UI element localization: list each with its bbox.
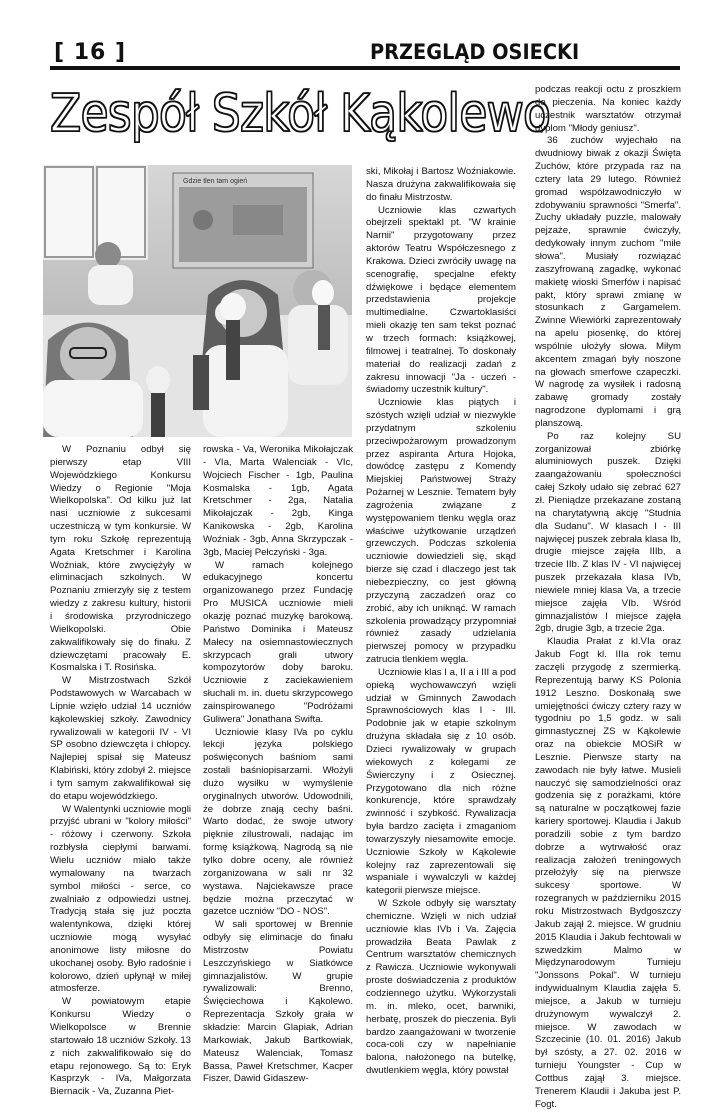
publication-name: PRZEGLĄD OSIECKI [370, 40, 580, 64]
article-title: Zespół Szkół Kąkolewo [50, 84, 551, 144]
paragraph: W Mistrzostwach Szkół Podstawowych w Warcabach w Lipnie wzięło udział 14 uczniów kąkolewskiej szkoły. Zawodnicy rywalizowali w kategorii IV - VI SP osobno dziewczęta i chłopcy. Najlepiej spisał się Mateusz Klabiński, który zdobył 2. miejsce i tym samym zakwalifikował się do etapu wojewódzkiego. [50, 675, 191, 802]
paragraph: W powiatowym etapie Konkursu Wiedzy o Wielkopolsce w Brennie startowało 18 uczniów Szkoły. 13 z nich zakwalifikowało się do etapu rejonowego. Są to: Eryk Kasprzyk - IVa, Małgorzata Biernacik - Va, Zuzanna Piet- [50, 996, 191, 1098]
paragraph: Klaudia Prałat z kl.VIa oraz Jakub Fogt kl. IIIa rok temu zaczęli przygodę z szermierką. Reprezentują barwy KS Polonia 1912 Leszno. Doskonałą swe umiejętności ćwiczy cztery razy w tygodniu po 1,5 godz. w sali gimnastycznej ZS w Kąkolewie oraz na obiekcie MOSiR w Lesznie. Pierwsze starty na zawodach nie były łatwe. Musieli nauczyć się samodzielności oraz godzenia się z porażkami, które są naturalne w początkowej fazie kariery sportowej. Klaudia i Jakub poradzili sobie z tym bardzo dobrze a wytrwałość oraz realizacja założeń treningowych przełożyły się na pierwsze sukcesy sportowe. W rozegranych w październiku 2015 roku Mistrzostwach Bydgoszczy Jakub zajął 2. miejsce. W grudniu 2015 Klaudia i Jakub fechtowali w szwedzkim Malmo w Międzynarodowym Turnieju "Jonssons Pokal". W turnieju indywidualnym Klaudia zajęła 5. miejsce, a Jakub w turnieju drużynowym wywalczył 2. miejsce. W zawodach w Szczecinie (10. 01. 2016) Jakub był szósty, a 27. 02. 2016 w turnieju Youngster - Cup w Cottbus zajął 3. miejsce. Trenerem Klaudii i Jakuba jest P. Fogt. [535, 636, 681, 1110]
paragraph: ski, Mikołaj i Bartosz Woźniakowie. Nasza drużyna zakwalifikowała się do finału Mistrzostw. [366, 166, 516, 203]
paragraph: W Walentynki uczniowie mogli przyjść ubrani w "kolory miłości" - różowy i czerwony. Szkoła rozbłysła ciepłymi barwami. Wielu uczniów miało także wymalowany na twarzach symbol miłości - serce, co zwalniało z odpowiedzi ustnej. Tradycją stała się już poczta walentynkowa, dzięki której uczniowie mogą wysyłać anonimowe listy miłosne do ukochanej osoby. Było radośnie i kolorowo, dzień upłynął w miłej atmosferze. [50, 803, 191, 995]
poster-text: Gdzie tlen tam ogień [183, 178, 248, 185]
paragraph: W Poznaniu odbył się pierwszy etap VIII Wojewódzkiego Konkursu Wiedzy o Regionie "Moja Wielkopolska". Od kilku już lat nasi uczniowie z sukcesami uczestniczą w tym konkursie. W tym roku Szkołę reprezentują Agata Kretschmer i Karolina Woźniak, które zwyciężyły w eliminacjach szkolnych. W Poznaniu zmierzyły się z testem wiedzy z zakresu kultury, historii i środowiska przyrodniczego Wielkopolski. Obie zakwalifikowały się do finału. Z dziewczętami pracowały E. Kosmalska i T. Rosińska. [50, 444, 191, 674]
paragraph: W ramach kolejnego edukacyjnego koncertu organizowanego przez Fundację Pro MUSICA uczniowie mieli okazję poznać muzykę barokową. Państwo Dominika i Mateusz Małecy na osiemnastowiecznych skrzypcach grali utwory kompozytorów doby baroku. Uczniowie z zaciekawieniem słuchali m. in. duetu skrzypcowego zainspirowanego "Podróżami Guliwera" Jonathana Swifta. [203, 559, 353, 725]
header-rule [50, 66, 538, 70]
article-photo [43, 165, 352, 437]
page-number: [ 16 ] [54, 40, 127, 65]
paragraph: W Szkole odbyły się warsztaty chemiczne. Wzięli w nich udział uczniowie klas IVb i Va. Zajęcia prowadziła Beata Pawlak z Centrum warsztatów chemicznych z Rawicza. Uczniowie wykonywali proste doświadczenia z produktów codziennego użytku. Wykorzystali m. in. mleko, ocet, barwniki, herbatę, proszek do pieczenia. Byli bardzo zaangażowani w tworzenie coca-coli czy w napełnianie balona, nałożonego na butelkę, dwutlenkiem węgla, który powstał [366, 898, 516, 1077]
article-column-2 [203, 444, 353, 1085]
article-column-4 [535, 84, 681, 1110]
paragraph: W sali sportowej w Brennie odbyły się eliminacje do finału Mistrzostw Powiatu Leszczyńskiego w Siatkówce gimnazjalistów. W grupie rywalizowali: Brenno, Święciechowa i Kąkolewo. Reprezentacja Szkoły grała w składzie: Marcin Glapiak, Adrian Markowiak, Jakub Bartkowiak, Mateusz Walenciak, Tomasz Bassa, Paweł Kretschmer, Kacper Fiszer, Dawid Gidaszew- [203, 919, 353, 1085]
paragraph: Uczniowie klas piątych i szóstych wzięli udział w niezwykle przydatnym szkoleniu przeciwpożarowym prowadzonym przez aspiranta Artura Hojoka, dowódcę zastępu z Komendy Miejskiej Państwowej Straży Pożarnej w Lesznie. Tematem były zagrożenia związane z występowaniem tlenku węgla oraz właściwe użytkowanie urządzeń grzewczych. Podczas szkolenia uczniowie dowiedzieli się, skąd bierze się czad i dlaczego jest tak niebezpieczny, co jest główną przyczyną zaczadzeń oraz co zrobić, aby ich uniknąć. W ramach szkolenia prowadzący przypomniał również zasady udzielania pierwszej pomocy w przypadku zatrucia tlenkiem węgla. [366, 397, 516, 666]
paragraph: rowska - Va, Weronika Mikołajczak - VIa, Marta Walenciak - VIc, Wojciech Fischer - 1gb, Paulina Kosmalska - 1gb, Agata Kretschmer - 2ga, Natalia Mikołajczak - 2gb, Kinga Kanikowska - 2gb, Karolina Woźniak - 3gb, Anna Skrzypczak - 3gb, Maciej Pełczyński - 3ga. [203, 444, 353, 558]
paragraph: Po raz kolejny SU zorganizował zbiórkę aluminiowych puszek. Dzięki zaangażowaniu społeczności całej Szkoły udało się zebrać 627 zł. Pieniądze przekazane zostaną na charytatywną akcję "Studnia dla Sudanu". W klasach I - III najwięcej puszek zebrała klasa Ib, drugie miejsce zajęła IIIb, a trzecie IIb. Z klas IV - VI najwięcej puszek przekazała klasa IVb, niewiele mniej klasa Va, a trzecie miejsce zajęła VIb. Wśród gimnazjalistów I miejsce zajęła 2gb, drugie 3gb, a trzecie 2ga. [535, 430, 681, 635]
paragraph: podczas reakcji octu z proszkiem do pieczenia. Na koniec każdy uczestnik warsztatów otrzymał dyplom "Młody geniusz". [535, 84, 681, 134]
paragraph: Uczniowie klas czwartych obejrzeli spektakl pt. "W krainie Narnii" przygotowany przez aktorów Teatru Współczesnego z Krakowa. Dzieci zwróciły uwagę na scenografię, specjalne efekty dźwiękowe i będące elementem przedstawienia projekcje multimedialne. Czwartoklasiści mieli okazję ten sam tekst poznać w trzech formach: książkowej, filmowej i teatralnej. To doskonały materiał do realizacji zadań z zakresu innowacji "Ja - uczeń - świadomy uczestnik kultury". [366, 204, 516, 396]
paragraph: 36 zuchów wyjechało na dwudniowy biwak z okazji Święta Zuchów, które przypada raz na cztery lata 29 lutego. Również gromad współzawodniczyło w zdobywaniu sprawności "Smerfa". Zuchy układały puzzle, malowały pejzaże, sprawnie ćwiczyły, dedykowały innym zuchom "miłe słowa". Musiały rozwiązać zaszyfrowaną zagadkę, wykonać makietę wioski Smerfów i napisać pakt, który sprawi zmianę w stosunkach z Gargamelem. Zwinne Wiewiórki zaprezentowały na apelu piosenkę, do której wspólnie ułożyły słowa. Miłym akcentem zmagań były noszone na głowach smerfowe czapeczki. W nagrodę za wysiłek i radosną zabawę gromady zostały nagrodzone dyplomami i grą planszową. [535, 135, 681, 429]
article-column-3 [366, 166, 516, 1077]
paragraph: Uczniowie klas I a, II a i III a pod opieką wychowawczyń wzięli udział w Gminnych Zawodach Sprawnościowych klas I - III. Podobnie jak w etapie szkolnym drużyna składała się z 10 osób. Dzieci rywalizowały w grupach wiekowych z kolegami ze Świerczyny i z Osiecznej. Przygotowano dla nich różne konkurencje, które sprawdzały zwinność i szybkość. Rywalizacja była bardzo zacięta i zmaganiom towarzyszyły niesamowite emocje. Uczniowie Szkoły w Kąkolewie kolejny raz zaprezentowali się wspaniale i wywalczyli w każdej kategorii pierwsze miejsce. [366, 666, 516, 897]
article-column-1 [50, 444, 191, 1098]
photo-illustration [43, 165, 352, 437]
paragraph: Uczniowie klasy IVa po cyklu lekcji języka polskiego poświęconych baśniom sami zostali baśniopisarzami. Włożyli dużo wysiłku w wymyślenie oryginalnych utworów. Udowodnili, że dobrze znają cechy baśni. Warto dodać, że swoje utwory pięknie zilustrowali, nadając im formę książkową. Nagrodą są nie tylko dobre oceny, ale również zorganizowana w sali nr 32 wystawa. Najciekawsze prace będzie można przeczytać w gazetce uczniów "DO - NOS". [203, 726, 353, 918]
header-rule-right [538, 66, 680, 70]
